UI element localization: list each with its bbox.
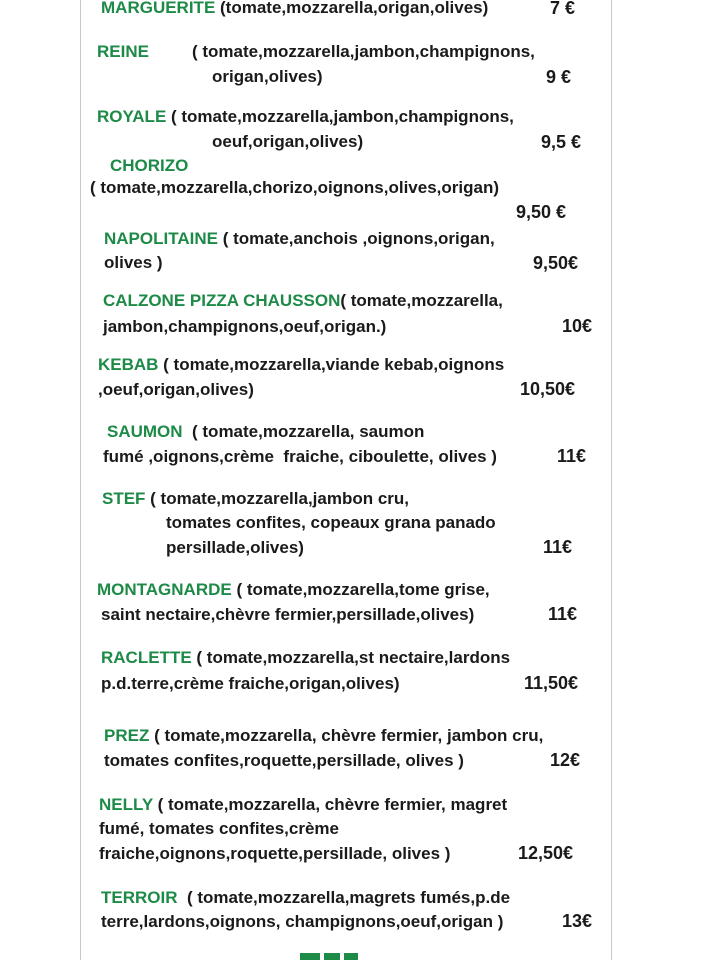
item-name: ROYALE — [97, 107, 167, 126]
menu-item-calzone — [103, 291, 503, 311]
menu-item-montagnarde — [97, 580, 490, 600]
item-desc: tomates confites, copeaux grana panado — [166, 513, 496, 532]
menu-item-kebab — [98, 355, 504, 375]
item-desc: p.d.terre,crème fraiche,origan,olives) — [101, 674, 400, 693]
item-price: 11€ — [548, 604, 578, 624]
item-price: 7 € — [550, 0, 576, 18]
menu-item-chorizo — [110, 156, 188, 176]
item-price: 11€ — [543, 537, 573, 557]
item-desc: fumé, tomates confites,crème — [99, 819, 339, 838]
item-desc: persillade,olives) — [166, 538, 304, 557]
item-name: REINE — [97, 42, 149, 61]
menu-item-stef — [102, 489, 409, 509]
menu-item-raclette — [101, 648, 510, 668]
item-price: 10,50€ — [520, 379, 576, 399]
item-name: NAPOLITAINE — [104, 229, 218, 248]
menu-item-marguerite — [101, 0, 488, 18]
item-price: 11€ — [557, 446, 587, 466]
item-desc: fumé ,oignons,crème fraiche, ciboulette, olives ) — [103, 447, 497, 466]
item-desc: ( tomate,mozzarella, saumon — [182, 422, 425, 441]
item-desc: oeuf,origan,olives) — [212, 132, 364, 151]
item-desc: ( tomate,anchois ,oignons,origan, — [217, 229, 495, 248]
item-name: NELLY — [99, 795, 153, 814]
item-desc: ( tomate,mozzarella, chèvre fermier, jambon cru, — [149, 726, 544, 745]
item-desc: ( tomate,mozzarella,tome grise, — [231, 580, 490, 599]
item-desc: ( tomate,mozzarella,jambon,champignons, — [192, 42, 535, 61]
menu-item-napolitaine — [104, 229, 495, 249]
item-price: 9,50€ — [533, 253, 579, 273]
next-heading-fragment — [300, 953, 358, 960]
menu-item-saumon — [107, 422, 424, 442]
menu-item-prez — [104, 726, 543, 746]
item-desc: ( tomate,mozzarella,magrets fumés,p.de — [177, 888, 511, 907]
item-desc: ( tomate,mozzarella,jambon,champignons, — [166, 107, 514, 126]
item-desc: olives ) — [104, 253, 163, 272]
item-price: 12,50€ — [518, 843, 574, 863]
item-name: TERROIR — [101, 888, 178, 907]
menu-item-nelly — [99, 795, 507, 815]
item-price: 9,50 € — [516, 202, 567, 222]
item-desc: ( tomate,mozzarella,viande kebab,oignons — [158, 355, 505, 374]
item-name: SAUMON — [107, 422, 183, 441]
item-name: CALZONE PIZZA CHAUSSON — [103, 291, 341, 310]
item-desc: ,oeuf,origan,olives) — [98, 380, 254, 399]
item-desc: ( tomate,mozzarella,chorizo,oignons,olives,origan) — [90, 178, 500, 197]
item-price: 9,5 € — [541, 132, 582, 152]
item-desc: ( tomate,mozzarella,jambon cru, — [145, 489, 410, 508]
item-desc: fraiche,oignons,roquette,persillade, olives ) — [99, 844, 451, 863]
item-name: CHORIZO — [110, 156, 189, 175]
item-price: 12€ — [550, 750, 581, 770]
item-name: KEBAB — [98, 355, 159, 374]
item-desc: ( tomate,mozzarella, — [340, 291, 503, 310]
item-price: 13€ — [562, 911, 593, 931]
item-name: RACLETTE — [101, 648, 192, 667]
menu-item-royale — [97, 107, 514, 127]
item-desc: ( tomate,mozzarella, chèvre fermier, magret — [152, 795, 508, 814]
item-desc: jambon,champignons,oeuf,origan.) — [103, 317, 387, 336]
item-desc: origan,olives) — [212, 67, 323, 86]
menu-item-reine — [97, 42, 149, 62]
item-desc: (tomate,mozzarella,origan,olives) — [215, 0, 489, 17]
item-price: 9 € — [546, 67, 572, 87]
item-desc: saint nectaire,chèvre fermier,persillade,olives) — [101, 605, 475, 624]
item-price: 10€ — [562, 316, 593, 336]
item-desc: tomates confites,roquette,persillade, olives ) — [104, 751, 464, 770]
item-desc: terre,lardons,oignons, champignons,oeuf,origan ) — [101, 912, 504, 931]
item-name: MONTAGNARDE — [97, 580, 232, 599]
menu-item-terroir — [101, 888, 510, 908]
item-desc: ( tomate,mozzarella,st nectaire,lardons — [191, 648, 511, 667]
item-price: 11,50€ — [524, 673, 579, 693]
item-name: PREZ — [104, 726, 150, 745]
item-name: MARGUERITE — [101, 0, 216, 17]
item-name: STEF — [102, 489, 146, 508]
